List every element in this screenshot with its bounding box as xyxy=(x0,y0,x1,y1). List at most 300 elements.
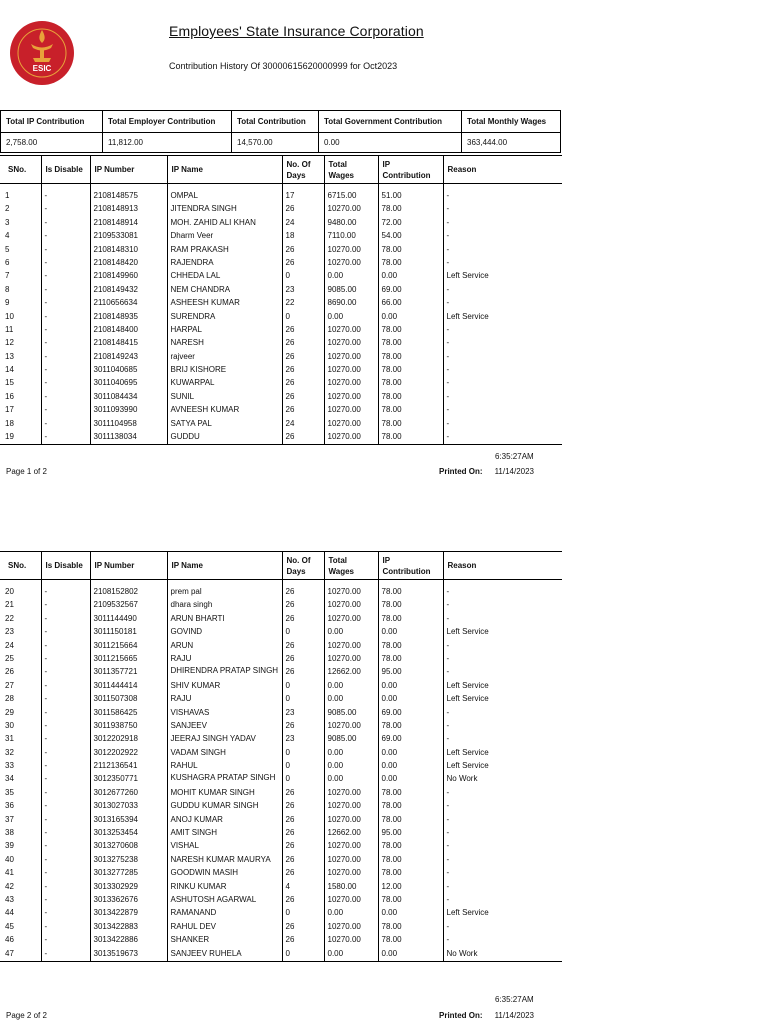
col-header-ip-name: IP Name xyxy=(167,552,282,580)
table-row xyxy=(0,404,562,417)
cell-reason: - xyxy=(443,351,562,364)
cell-is-disable: - xyxy=(41,431,90,445)
summary-value: 0.00 xyxy=(319,133,462,153)
cell-is-disable: - xyxy=(41,230,90,243)
cell-sno: 1 xyxy=(5,191,10,200)
table-row xyxy=(0,840,562,853)
cell-ip-name: GOVIND xyxy=(167,626,282,639)
cell-reason: Left Service xyxy=(443,680,562,693)
cell-ip-contribution: 78.00 xyxy=(378,934,443,947)
cell-sno: 12 xyxy=(5,338,14,348)
cell-ip-name: AVNEESH KUMAR xyxy=(167,404,282,417)
cell-sno: 29 xyxy=(5,707,14,717)
cell-ip-contribution: 78.00 xyxy=(378,244,443,257)
cell-ip-name: NARESH xyxy=(167,337,282,350)
summary-header: Total Employer Contribution xyxy=(103,111,232,133)
cell-ip-contribution: 78.00 xyxy=(378,720,443,733)
cell-ip-number: 2112136541 xyxy=(90,760,167,773)
cell-ip-name: RAM PRAKASH xyxy=(167,244,282,257)
cell-ip-name: MOH. ZAHID ALI KHAN xyxy=(167,217,282,230)
cell-is-disable: - xyxy=(41,680,90,693)
cell-ip-number: 3011144490 xyxy=(90,613,167,626)
cell-ip-number: 3011093990 xyxy=(90,404,167,417)
cell-ip-contribution: 69.00 xyxy=(378,707,443,720)
cell-ip-number: 3011586425 xyxy=(90,707,167,720)
cell-ip-number: 2108148400 xyxy=(90,324,167,337)
cell-reason: - xyxy=(443,391,562,404)
cell-days: 0 xyxy=(282,948,324,962)
table-row xyxy=(0,626,562,639)
cell-ip-name: GUDDU xyxy=(167,431,282,445)
table-row xyxy=(0,391,562,404)
table-row xyxy=(0,733,562,746)
cell-total-wages: 9085.00 xyxy=(324,733,378,746)
cell-ip-contribution: 78.00 xyxy=(378,599,443,612)
cell-is-disable: - xyxy=(41,284,90,297)
cell-ip-number: 3011215665 xyxy=(90,653,167,666)
cell-reason: - xyxy=(443,364,562,377)
cell-ip-number: 2108148575 xyxy=(90,190,167,203)
cell-reason: - xyxy=(443,666,562,679)
printed-on-label: Printed On: xyxy=(439,467,483,476)
cell-ip-contribution: 78.00 xyxy=(378,613,443,626)
cell-ip-name: NEM CHANDRA xyxy=(167,284,282,297)
cell-total-wages: 0.00 xyxy=(324,948,378,962)
cell-days: 26 xyxy=(282,613,324,626)
col-header-total-wages: Total Wages xyxy=(324,156,378,184)
cell-total-wages: 9085.00 xyxy=(324,707,378,720)
cell-ip-number: 3013165394 xyxy=(90,814,167,827)
col-header-sno: SNo. xyxy=(0,552,41,580)
cell-reason: - xyxy=(443,599,562,612)
cell-sno: 22 xyxy=(5,613,14,623)
cell-ip-number: 2108152802 xyxy=(90,586,167,599)
cell-sno: 43 xyxy=(5,894,14,904)
cell-reason: - xyxy=(443,867,562,880)
cell-days: 23 xyxy=(282,707,324,720)
cell-ip-number: 2109532567 xyxy=(90,599,167,612)
cell-total-wages: 12662.00 xyxy=(324,666,378,679)
cell-days: 26 xyxy=(282,921,324,934)
table-row xyxy=(0,311,562,324)
cell-ip-name: SANJEEV RUHELA xyxy=(167,948,282,962)
cell-total-wages: 10270.00 xyxy=(324,377,378,390)
printed-on xyxy=(439,467,534,476)
cell-sno: 21 xyxy=(5,600,14,610)
cell-days: 26 xyxy=(282,431,324,445)
cell-ip-name: Dharm Veer xyxy=(167,230,282,243)
cell-total-wages: 1580.00 xyxy=(324,881,378,894)
page-number: Page 2 of 2 xyxy=(6,1011,47,1020)
cell-ip-name: DHIRENDRA PRATAP SINGH xyxy=(167,666,282,679)
cell-total-wages: 10270.00 xyxy=(324,351,378,364)
table-row xyxy=(0,418,562,431)
cell-sno: 33 xyxy=(5,761,14,771)
cell-ip-name: VISHAL xyxy=(167,840,282,853)
contribution-table-page-2 xyxy=(0,551,562,962)
table-row xyxy=(0,613,562,626)
cell-sno: 11 xyxy=(5,324,14,334)
table-row xyxy=(0,324,562,337)
cell-ip-contribution: 95.00 xyxy=(378,827,443,840)
cell-ip-name: NARESH KUMAR MAURYA xyxy=(167,854,282,867)
print-time: 6:35:27AM xyxy=(495,995,534,1004)
cell-ip-name: RINKU KUMAR xyxy=(167,881,282,894)
cell-is-disable: - xyxy=(41,800,90,813)
cell-ip-contribution: 78.00 xyxy=(378,840,443,853)
cell-ip-name: GOODWIN MASIH xyxy=(167,867,282,880)
cell-ip-name: SHANKER xyxy=(167,934,282,947)
cell-days: 26 xyxy=(282,351,324,364)
cell-ip-number: 3013362676 xyxy=(90,894,167,907)
cell-ip-number: 2110656634 xyxy=(90,297,167,310)
table-row xyxy=(0,586,562,599)
table-row xyxy=(0,948,562,962)
cell-ip-contribution: 54.00 xyxy=(378,230,443,243)
cell-total-wages: 10270.00 xyxy=(324,867,378,880)
cell-reason: - xyxy=(443,257,562,270)
cell-reason: Left Service xyxy=(443,760,562,773)
cell-total-wages: 10270.00 xyxy=(324,894,378,907)
cell-sno: 20 xyxy=(5,587,14,596)
cell-ip-contribution: 72.00 xyxy=(378,217,443,230)
cell-days: 26 xyxy=(282,324,324,337)
cell-ip-number: 3011444414 xyxy=(90,680,167,693)
cell-is-disable: - xyxy=(41,270,90,283)
cell-is-disable: - xyxy=(41,814,90,827)
cell-sno: 9 xyxy=(5,298,10,308)
cell-sno: 7 xyxy=(5,271,10,281)
table-row xyxy=(0,907,562,920)
cell-sno: 19 xyxy=(0,431,41,445)
cell-total-wages: 10270.00 xyxy=(324,787,378,800)
col-header-total-wages: Total Wages xyxy=(324,552,378,580)
cell-days: 26 xyxy=(282,599,324,612)
cell-days: 23 xyxy=(282,733,324,746)
table-row xyxy=(0,827,562,840)
logo-text: ESIC xyxy=(32,64,52,73)
cell-is-disable: - xyxy=(41,337,90,350)
cell-days: 0 xyxy=(282,760,324,773)
cell-reason: - xyxy=(443,586,562,599)
cell-total-wages: 10270.00 xyxy=(324,404,378,417)
cell-ip-number: 3012677260 xyxy=(90,787,167,800)
cell-reason: - xyxy=(443,284,562,297)
cell-ip-number: 2108148914 xyxy=(90,217,167,230)
cell-sno: 27 xyxy=(5,680,14,690)
cell-ip-name: ASHUTOSH AGARWAL xyxy=(167,894,282,907)
cell-ip-contribution: 78.00 xyxy=(378,867,443,880)
cell-days: 26 xyxy=(282,257,324,270)
cell-ip-number: 3011040685 xyxy=(90,364,167,377)
cell-days: 26 xyxy=(282,391,324,404)
cell-ip-contribution: 78.00 xyxy=(378,324,443,337)
cell-reason: - xyxy=(443,230,562,243)
cell-is-disable: - xyxy=(41,760,90,773)
cell-ip-name: OMPAL xyxy=(167,190,282,203)
cell-sno: 35 xyxy=(5,787,14,797)
cell-ip-name: RAMANAND xyxy=(167,907,282,920)
cell-reason: - xyxy=(443,733,562,746)
cell-ip-number: 3011040695 xyxy=(90,377,167,390)
cell-reason: - xyxy=(443,894,562,907)
cell-ip-name: prem pal xyxy=(167,586,282,599)
cell-total-wages: 10270.00 xyxy=(324,854,378,867)
cell-days: 24 xyxy=(282,217,324,230)
cell-is-disable: - xyxy=(41,244,90,257)
cell-days: 26 xyxy=(282,787,324,800)
table-row xyxy=(0,707,562,720)
cell-ip-number: 3013422879 xyxy=(90,907,167,920)
cell-total-wages: 0.00 xyxy=(324,311,378,324)
table-row xyxy=(0,351,562,364)
cell-ip-name: VISHAVAS xyxy=(167,707,282,720)
cell-ip-number: 2108148420 xyxy=(90,257,167,270)
cell-ip-number: 3011507308 xyxy=(90,693,167,706)
cell-days: 26 xyxy=(282,827,324,840)
cell-ip-name: CHHEDA LAL xyxy=(167,270,282,283)
table-row xyxy=(0,230,562,243)
summary-table xyxy=(0,110,561,153)
table-body xyxy=(0,184,562,445)
cell-ip-contribution: 0.00 xyxy=(378,907,443,920)
cell-is-disable: - xyxy=(41,827,90,840)
cell-days: 26 xyxy=(282,244,324,257)
summary-header: Total IP Contribution xyxy=(1,111,103,133)
cell-ip-name: ARUN xyxy=(167,640,282,653)
table-row xyxy=(0,337,562,350)
cell-sno: 18 xyxy=(5,418,14,428)
cell-total-wages: 10270.00 xyxy=(324,653,378,666)
cell-reason: - xyxy=(443,297,562,310)
table-row xyxy=(0,203,562,216)
cell-ip-number: 3013422886 xyxy=(90,934,167,947)
cell-ip-number: 3011150181 xyxy=(90,626,167,639)
cell-ip-number: 3013027033 xyxy=(90,800,167,813)
cell-reason: Left Service xyxy=(443,311,562,324)
cell-ip-name: RAJENDRA xyxy=(167,257,282,270)
cell-ip-contribution: 78.00 xyxy=(378,351,443,364)
cell-ip-name: SANJEEV xyxy=(167,720,282,733)
cell-days: 0 xyxy=(282,747,324,760)
cell-total-wages: 7110.00 xyxy=(324,230,378,243)
cell-ip-number: 2108149960 xyxy=(90,270,167,283)
table-row xyxy=(0,680,562,693)
cell-ip-contribution: 0.00 xyxy=(378,747,443,760)
cell-ip-name: RAHUL DEV xyxy=(167,921,282,934)
cell-days: 26 xyxy=(282,203,324,216)
cell-ip-number: 3011084434 xyxy=(90,391,167,404)
cell-ip-contribution: 78.00 xyxy=(378,404,443,417)
cell-reason: No Work xyxy=(443,948,562,962)
cell-is-disable: - xyxy=(41,693,90,706)
cell-ip-contribution: 78.00 xyxy=(378,337,443,350)
col-header-days: No. Of Days xyxy=(282,156,324,184)
summary-value: 2,758.00 xyxy=(1,133,103,153)
cell-reason: - xyxy=(443,653,562,666)
cell-ip-name: ANOJ KUMAR xyxy=(167,814,282,827)
cell-ip-contribution: 78.00 xyxy=(378,894,443,907)
cell-ip-name: SURENDRA xyxy=(167,311,282,324)
cell-ip-contribution: 69.00 xyxy=(378,284,443,297)
cell-is-disable: - xyxy=(41,364,90,377)
table-row xyxy=(0,217,562,230)
cell-reason: - xyxy=(443,787,562,800)
cell-is-disable: - xyxy=(41,867,90,880)
cell-is-disable: - xyxy=(41,921,90,934)
cell-reason: - xyxy=(443,244,562,257)
cell-is-disable: - xyxy=(41,773,90,786)
cell-ip-name: dhara singh xyxy=(167,599,282,612)
cell-ip-name: AMIT SINGH xyxy=(167,827,282,840)
cell-ip-contribution: 78.00 xyxy=(378,586,443,599)
cell-ip-number: 2108148310 xyxy=(90,244,167,257)
table-row xyxy=(0,814,562,827)
cell-total-wages: 10270.00 xyxy=(324,244,378,257)
cell-is-disable: - xyxy=(41,626,90,639)
cell-ip-contribution: 78.00 xyxy=(378,377,443,390)
col-header-sno: SNo. xyxy=(0,156,41,184)
summary-value: 363,444.00 xyxy=(462,133,561,153)
col-header-reason: Reason xyxy=(443,156,562,184)
cell-reason: - xyxy=(443,934,562,947)
cell-sno: 2 xyxy=(5,204,10,214)
table-row xyxy=(0,599,562,612)
cell-is-disable: - xyxy=(41,613,90,626)
cell-reason: - xyxy=(443,814,562,827)
cell-days: 26 xyxy=(282,653,324,666)
cell-ip-number: 3011215664 xyxy=(90,640,167,653)
table-row xyxy=(0,431,562,445)
cell-ip-contribution: 78.00 xyxy=(378,418,443,431)
page-number: Page 1 of 2 xyxy=(6,467,47,476)
cell-total-wages: 0.00 xyxy=(324,907,378,920)
cell-days: 26 xyxy=(282,586,324,599)
cell-ip-contribution: 0.00 xyxy=(378,680,443,693)
table-row xyxy=(0,297,562,310)
table-row xyxy=(0,747,562,760)
cell-ip-name: VADAM SINGH xyxy=(167,747,282,760)
col-header-ip-name: IP Name xyxy=(167,156,282,184)
cell-ip-contribution: 78.00 xyxy=(378,921,443,934)
cell-total-wages: 0.00 xyxy=(324,773,378,786)
cell-ip-name: MOHIT KUMAR SINGH xyxy=(167,787,282,800)
cell-ip-contribution: 0.00 xyxy=(378,773,443,786)
col-header-is-disable: Is Disable xyxy=(41,156,90,184)
cell-is-disable: - xyxy=(41,934,90,947)
cell-is-disable: - xyxy=(41,203,90,216)
table-row xyxy=(0,894,562,907)
cell-ip-number: 3013270608 xyxy=(90,840,167,853)
cell-reason: - xyxy=(443,921,562,934)
cell-ip-contribution: 78.00 xyxy=(378,364,443,377)
table-row xyxy=(0,921,562,934)
cell-total-wages: 10270.00 xyxy=(324,720,378,733)
cell-days: 26 xyxy=(282,666,324,679)
cell-reason: - xyxy=(443,431,562,445)
cell-ip-number: 3013422883 xyxy=(90,921,167,934)
cell-ip-name: KUSHAGRA PRATAP SINGH xyxy=(167,773,282,786)
cell-days: 0 xyxy=(282,626,324,639)
table-row xyxy=(0,787,562,800)
cell-sno: 42 xyxy=(5,881,14,891)
cell-ip-name: RAJU xyxy=(167,693,282,706)
table-row xyxy=(0,377,562,390)
cell-reason: - xyxy=(443,881,562,894)
cell-total-wages: 10270.00 xyxy=(324,800,378,813)
cell-days: 24 xyxy=(282,418,324,431)
cell-ip-contribution: 78.00 xyxy=(378,854,443,867)
table-row xyxy=(0,284,562,297)
cell-is-disable: - xyxy=(41,653,90,666)
cell-is-disable: - xyxy=(41,707,90,720)
cell-is-disable: - xyxy=(41,747,90,760)
cell-is-disable: - xyxy=(41,640,90,653)
table-row xyxy=(0,720,562,733)
cell-sno: 14 xyxy=(5,365,14,375)
cell-sno: 16 xyxy=(5,391,14,401)
cell-is-disable: - xyxy=(41,948,90,962)
cell-reason: - xyxy=(443,827,562,840)
print-time: 6:35:27AM xyxy=(495,452,534,461)
cell-sno: 10 xyxy=(5,311,14,321)
table-row xyxy=(0,364,562,377)
cell-is-disable: - xyxy=(41,840,90,853)
printed-on xyxy=(439,1011,534,1020)
cell-ip-contribution: 0.00 xyxy=(378,626,443,639)
document-title: Employees' State Insurance Corporation xyxy=(169,23,424,39)
cell-ip-number: 3013275238 xyxy=(90,854,167,867)
cell-total-wages: 10270.00 xyxy=(324,257,378,270)
cell-reason: - xyxy=(443,337,562,350)
col-header-ip-number: IP Number xyxy=(90,552,167,580)
cell-total-wages: 0.00 xyxy=(324,626,378,639)
cell-days: 18 xyxy=(282,230,324,243)
cell-sno: 40 xyxy=(5,854,14,864)
cell-is-disable: - xyxy=(41,787,90,800)
cell-ip-number: 3012350771 xyxy=(90,773,167,786)
cell-reason: - xyxy=(443,324,562,337)
cell-is-disable: - xyxy=(41,257,90,270)
table-row xyxy=(0,773,562,786)
cell-reason: - xyxy=(443,613,562,626)
cell-sno: 6 xyxy=(5,257,10,267)
cell-ip-contribution: 78.00 xyxy=(378,814,443,827)
cell-ip-number: 2108149432 xyxy=(90,284,167,297)
cell-ip-name: ASHEESH KUMAR xyxy=(167,297,282,310)
cell-ip-number: 2108148415 xyxy=(90,337,167,350)
cell-ip-contribution: 78.00 xyxy=(378,787,443,800)
cell-ip-contribution: 12.00 xyxy=(378,881,443,894)
cell-sno: 44 xyxy=(5,908,14,918)
cell-reason: Left Service xyxy=(443,747,562,760)
cell-sno: 39 xyxy=(5,841,14,851)
cell-ip-number: 3012202922 xyxy=(90,747,167,760)
cell-total-wages: 9085.00 xyxy=(324,284,378,297)
cell-total-wages: 0.00 xyxy=(324,693,378,706)
table-row xyxy=(0,270,562,283)
cell-ip-name: HARPAL xyxy=(167,324,282,337)
printed-on-label: Printed On: xyxy=(439,1011,483,1020)
cell-sno: 3 xyxy=(5,217,10,227)
cell-sno: 26 xyxy=(5,667,14,677)
cell-sno: 17 xyxy=(5,405,14,415)
cell-total-wages: 10270.00 xyxy=(324,586,378,599)
cell-ip-contribution: 0.00 xyxy=(378,948,443,962)
cell-reason: Left Service xyxy=(443,693,562,706)
table-row xyxy=(0,881,562,894)
summary-header: Total Government Contribution xyxy=(319,111,462,133)
